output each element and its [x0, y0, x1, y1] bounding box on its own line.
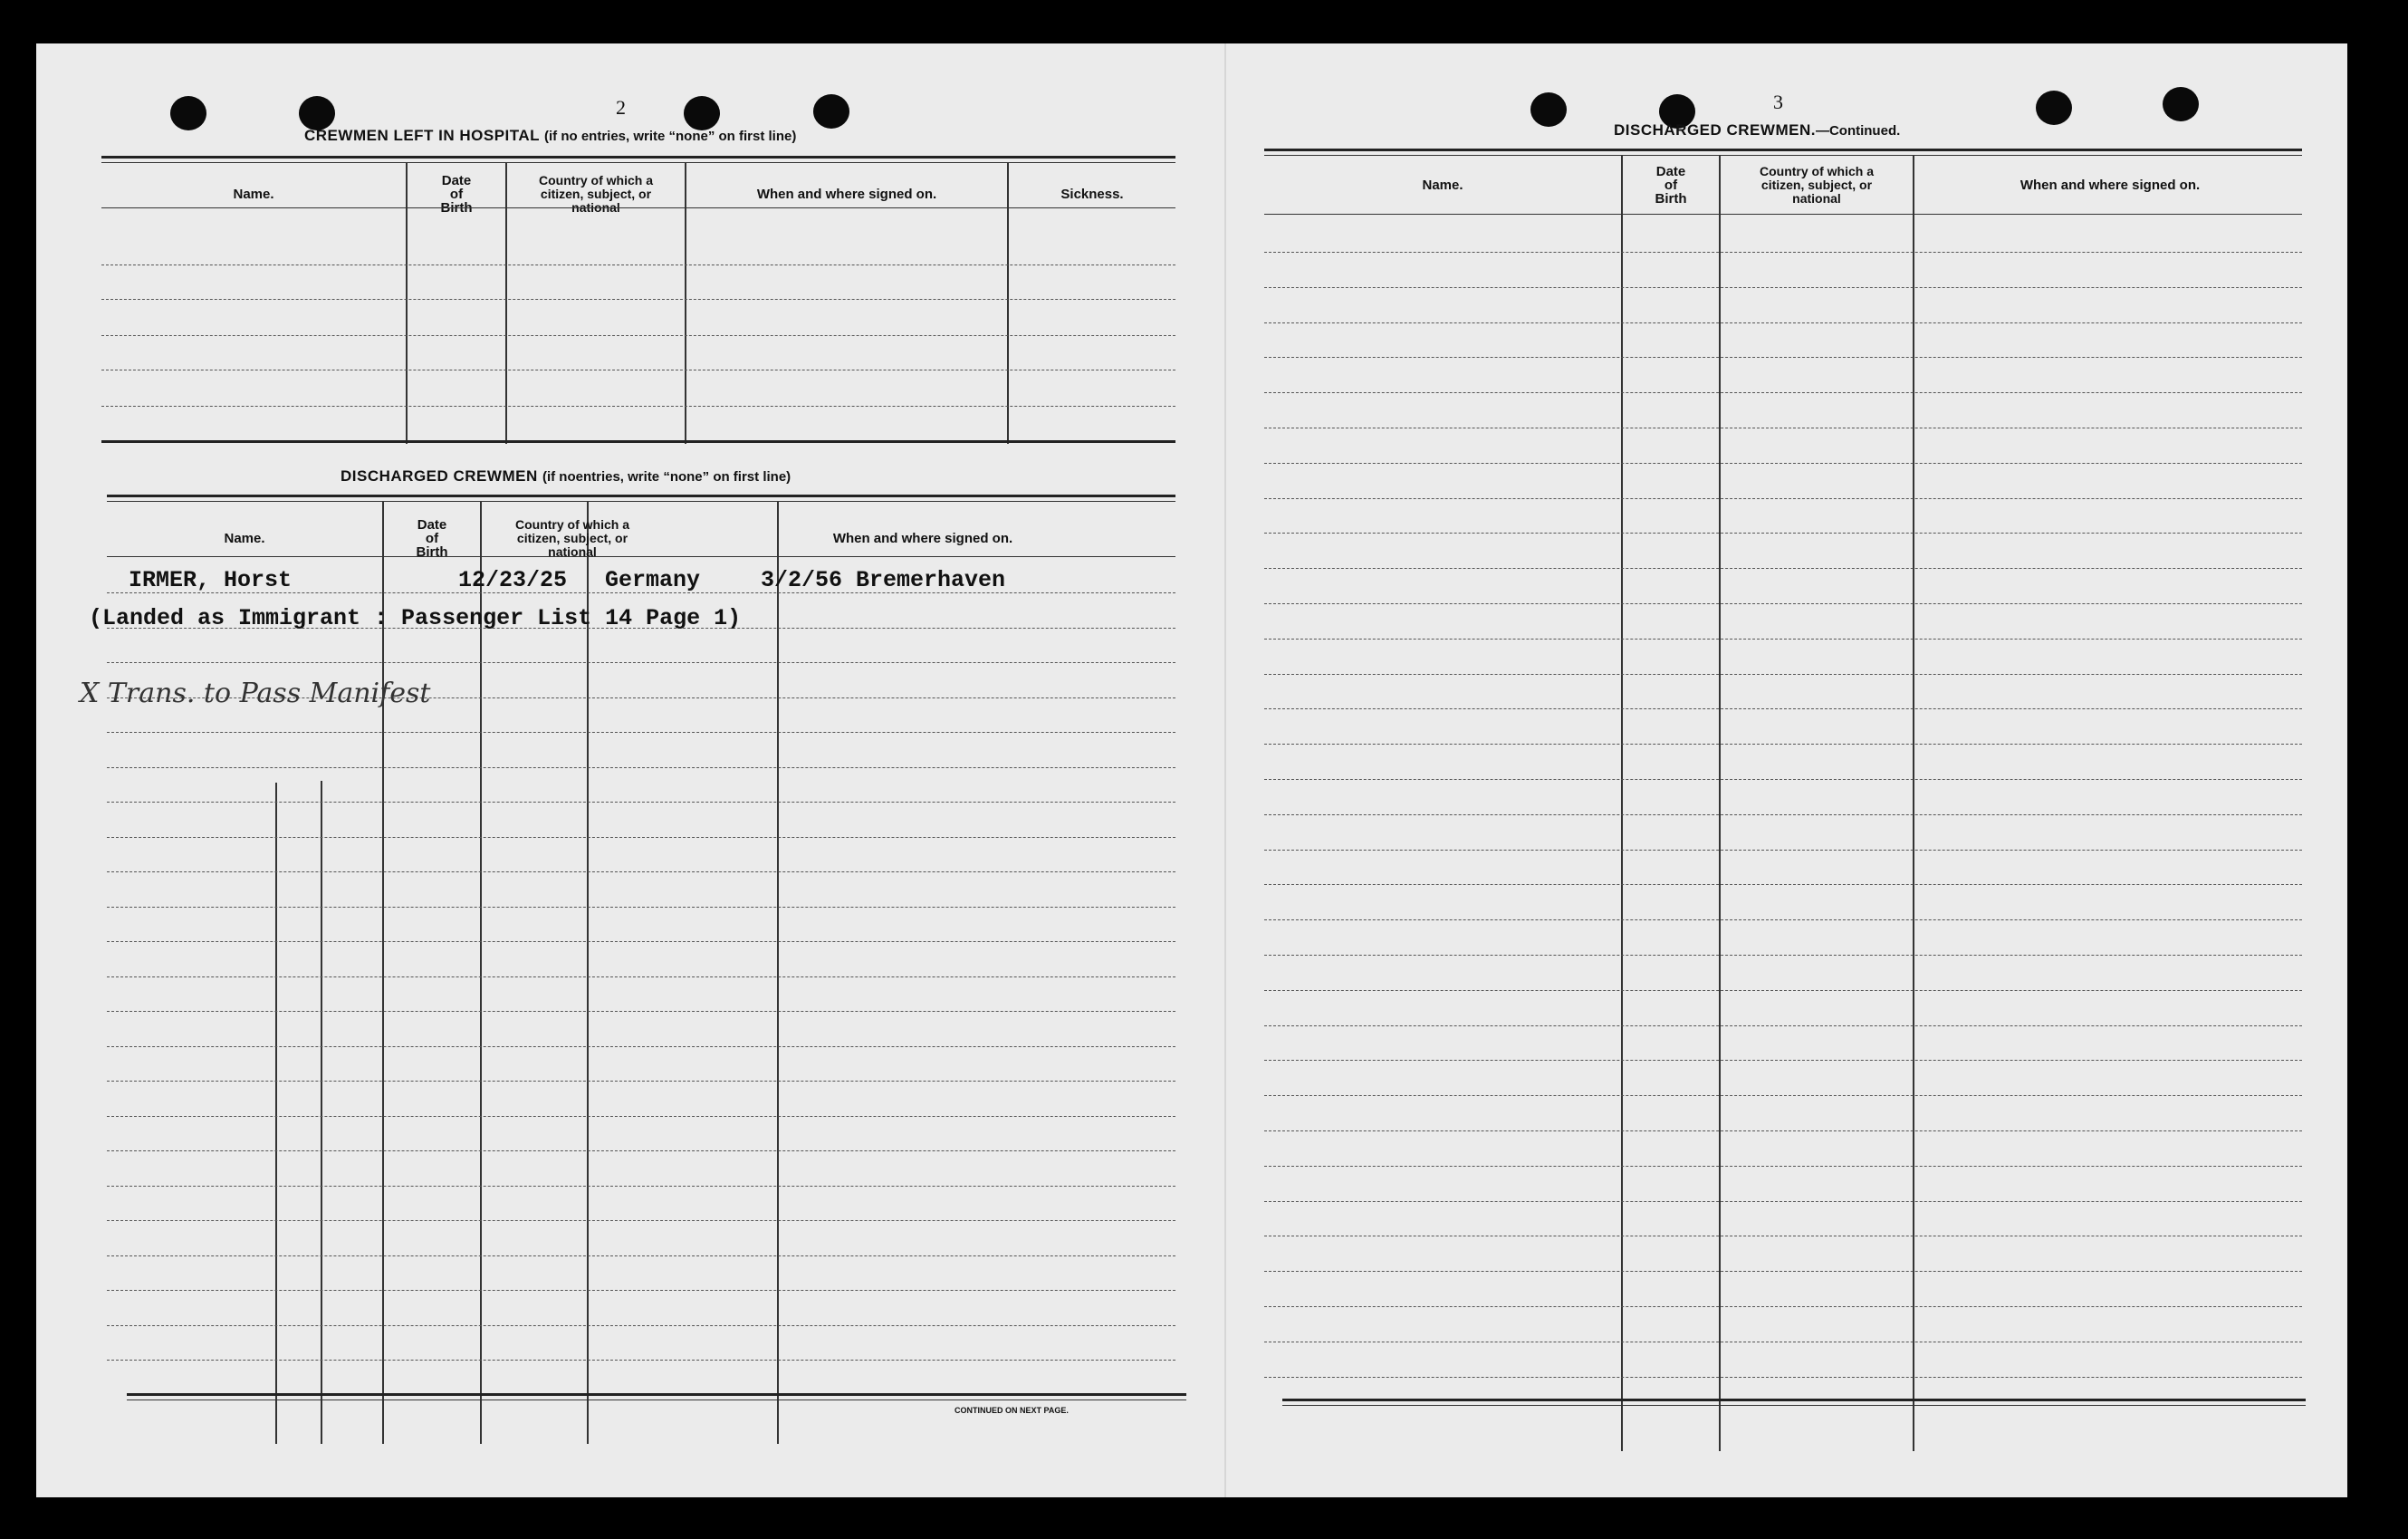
row-line [1264, 252, 2302, 253]
rule [101, 156, 1175, 159]
row-line [107, 1046, 1175, 1047]
row-line [107, 837, 1175, 838]
row-line [107, 1255, 1175, 1256]
punch-hole [684, 96, 720, 130]
row-line [1264, 1025, 2302, 1026]
column-divider [321, 781, 322, 1444]
hospital-table [101, 163, 1175, 444]
entry-country: Germany [605, 567, 701, 593]
row-line [1264, 884, 2302, 885]
header-country: Country of which a citizen, subject, or national [1760, 163, 1874, 206]
continued-footer: CONTINUED ON NEXT PAGE. [955, 1406, 1069, 1415]
rule [101, 440, 1175, 443]
row-line [1264, 498, 2302, 499]
row-line [1264, 990, 2302, 991]
column-divider [275, 783, 277, 1444]
rule [1264, 149, 2302, 151]
row-line [1264, 1060, 2302, 1061]
row-line [107, 1220, 1175, 1221]
hospital-section-title [304, 127, 796, 145]
column-divider [777, 502, 779, 1444]
row-line [1264, 287, 2302, 288]
row-line [101, 406, 1175, 407]
row-line [1264, 568, 2302, 569]
row-line [101, 299, 1175, 300]
row-line [1264, 1377, 2302, 1378]
row-line [1264, 850, 2302, 851]
row-line [1264, 779, 2302, 780]
row-line [107, 1011, 1175, 1012]
hospital-subtitle: (if no entries, write “none” on first line) [544, 129, 797, 144]
right-section-title [1614, 121, 1900, 139]
row-line [107, 1325, 1175, 1326]
right-subtitle: —Continued. [1815, 123, 1901, 139]
discharged-title-text: DISCHARGED CREWMEN [341, 467, 538, 485]
header-signed-on: When and where signed on. [832, 530, 1013, 546]
entry-signed-on: 3/2/56 Bremerhaven [761, 567, 1006, 593]
header-country: Country of which a citizen, subject, or national [539, 172, 653, 215]
punch-hole [299, 96, 335, 130]
row-line [1264, 603, 2302, 604]
punch-hole [1530, 92, 1567, 127]
row-line [107, 1186, 1175, 1187]
punch-hole [2036, 91, 2072, 125]
discharged-section-title [341, 467, 791, 486]
rule [1282, 1399, 2306, 1401]
right-title-text: DISCHARGED CREWMEN. [1614, 121, 1816, 139]
discharged-subtitle: (if noentries, write “none” on first line) [542, 469, 791, 485]
row-line [107, 1116, 1175, 1117]
row-line [107, 907, 1175, 908]
row-line [1264, 392, 2302, 393]
row-line [1264, 708, 2302, 709]
page-number-right: 3 [1773, 91, 1783, 113]
row-line [107, 941, 1175, 942]
row-line [107, 871, 1175, 872]
row-line [1264, 814, 2302, 815]
row-line [101, 335, 1175, 336]
entry-note: (Landed as Immigrant : Passenger List 14 Page 1) [89, 605, 742, 631]
rule [107, 495, 1175, 497]
rule [127, 1393, 1186, 1396]
header-name: Name. [1422, 177, 1463, 193]
entry-name: IRMER, Horst [129, 567, 293, 593]
row-line [1264, 744, 2302, 745]
hospital-title-text: CREWMEN LEFT IN HOSPITAL [304, 127, 540, 144]
row-line [1264, 1095, 2302, 1096]
column-divider [1913, 156, 1914, 1451]
column-divider [1719, 156, 1721, 1451]
row-line [107, 1360, 1175, 1361]
row-line [1264, 1166, 2302, 1167]
discharged-continued-table [1264, 156, 2306, 1451]
rule [1282, 1405, 2306, 1406]
row-line [1264, 1306, 2302, 1307]
punch-hole [2163, 87, 2199, 121]
handwritten-annotation: X Trans. to Pass Manifest [80, 678, 431, 709]
row-line [1264, 639, 2302, 640]
header-signed-on: When and where signed on. [2019, 177, 2201, 193]
row-line [1264, 1271, 2302, 1272]
row-line [1264, 357, 2302, 358]
row-line [1264, 955, 2302, 956]
page-fold [1224, 43, 1226, 1497]
row-line [1264, 919, 2302, 920]
row-line [1264, 1201, 2302, 1202]
row-line [107, 732, 1175, 733]
punch-hole [170, 96, 206, 130]
row-line [107, 662, 1175, 663]
faint-offset-text [239, 958, 619, 979]
rule [101, 207, 1175, 208]
row-line [1264, 1130, 2302, 1131]
header-date-of-birth: Date of Birth [440, 172, 473, 216]
row-line [107, 767, 1175, 768]
rule [1264, 214, 2302, 215]
header-date-of-birth: Date of Birth [1655, 163, 1687, 207]
rule [107, 556, 1175, 557]
page-number-left: 2 [616, 96, 626, 119]
header-sickness: Sickness. [1060, 186, 1124, 202]
header-signed-on: When and where signed on. [756, 186, 937, 202]
entry-date-of-birth: 12/23/25 [458, 567, 568, 593]
header-name: Name. [233, 186, 274, 202]
header-date-of-birth: Date of Birth [416, 516, 448, 560]
row-line [1264, 322, 2302, 323]
row-line [107, 1081, 1175, 1082]
row-line [1264, 463, 2302, 464]
punch-hole [813, 94, 849, 129]
header-name: Name. [224, 530, 265, 546]
row-line [1264, 674, 2302, 675]
header-country: Country of which a citizen, subject, or national [515, 516, 629, 559]
row-line [107, 1150, 1175, 1151]
row-line [107, 802, 1175, 803]
row-line [107, 1290, 1175, 1291]
column-divider [1621, 156, 1623, 1451]
document-sheet [36, 43, 2347, 1497]
row-line [1264, 533, 2302, 534]
